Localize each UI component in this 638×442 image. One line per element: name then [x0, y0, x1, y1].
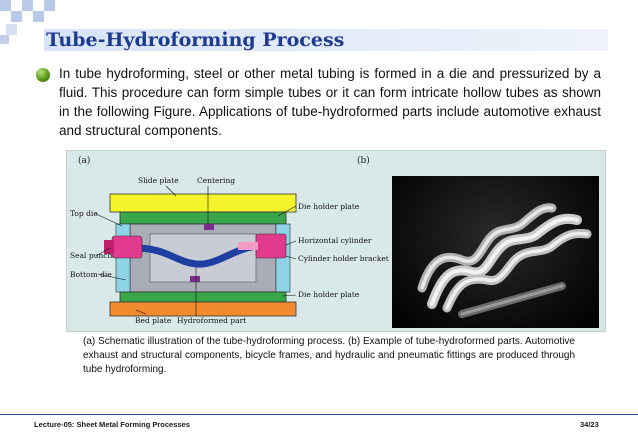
- seal-punch-left: [112, 236, 142, 258]
- footer-page-number: 34/23: [580, 420, 599, 429]
- footer-lecture-title: Lecture-05: Sheet Metal Forming Processes: [34, 420, 190, 429]
- centering-block-top: [204, 224, 214, 230]
- centering-block-bottom: [190, 276, 200, 282]
- top-die-holder-shape: [120, 212, 286, 224]
- figure-caption: (a) Schematic illustration of the tube-hydroforming process. (b) Example of tube-hydroformed parts. Automotive exhaust and structural components, bicycle frames, and hydraulic and pneumatic fittings are produced through tube hydroforming.: [83, 336, 575, 375]
- label-slide-plate: Slide plate: [138, 176, 179, 185]
- label-seal-punch: Seal punch: [70, 251, 113, 260]
- label-cylinder-holder-bracket: Cylinder holder bracket: [298, 254, 389, 263]
- die-cavity-shape: [150, 234, 256, 282]
- figure-a-label: (a): [78, 156, 91, 166]
- footer-divider: [0, 414, 638, 415]
- label-bed-plate: Bed plate: [135, 316, 172, 325]
- slide-title: Tube-Hydroforming Process: [46, 29, 345, 51]
- label-die-holder-plate-top: Die holder plate: [298, 202, 360, 211]
- label-die-holder-plate-bottom: Die holder plate: [298, 290, 360, 299]
- horizontal-cylinder-shape: [256, 234, 286, 258]
- slide-plate-shape: [110, 194, 296, 212]
- figure-b-label: (b): [357, 156, 370, 166]
- label-horizontal-cylinder: Horizontal cylinder: [298, 236, 372, 245]
- label-bottom-die: Bottom die: [70, 270, 112, 279]
- label-centering: Centering: [197, 176, 236, 185]
- label-top-die: Top die: [70, 209, 98, 218]
- bottom-die-holder-shape: [120, 292, 286, 302]
- label-hydroformed-part: Hydroformed part: [177, 316, 247, 325]
- hydroformed-parts-photo: [392, 176, 599, 328]
- bullet-icon: [36, 68, 50, 82]
- bed-plate-shape: [110, 302, 296, 316]
- slide-body-text: In tube hydroforming, steel or other metal tubing is formed in a die and pressurized by a fluid. This procedure can form simple tubes or it can form intricate hollow tubes as shown in the following Figure. Applications of tube-hydroformed parts include automotive exhaust and structural components.: [59, 66, 601, 138]
